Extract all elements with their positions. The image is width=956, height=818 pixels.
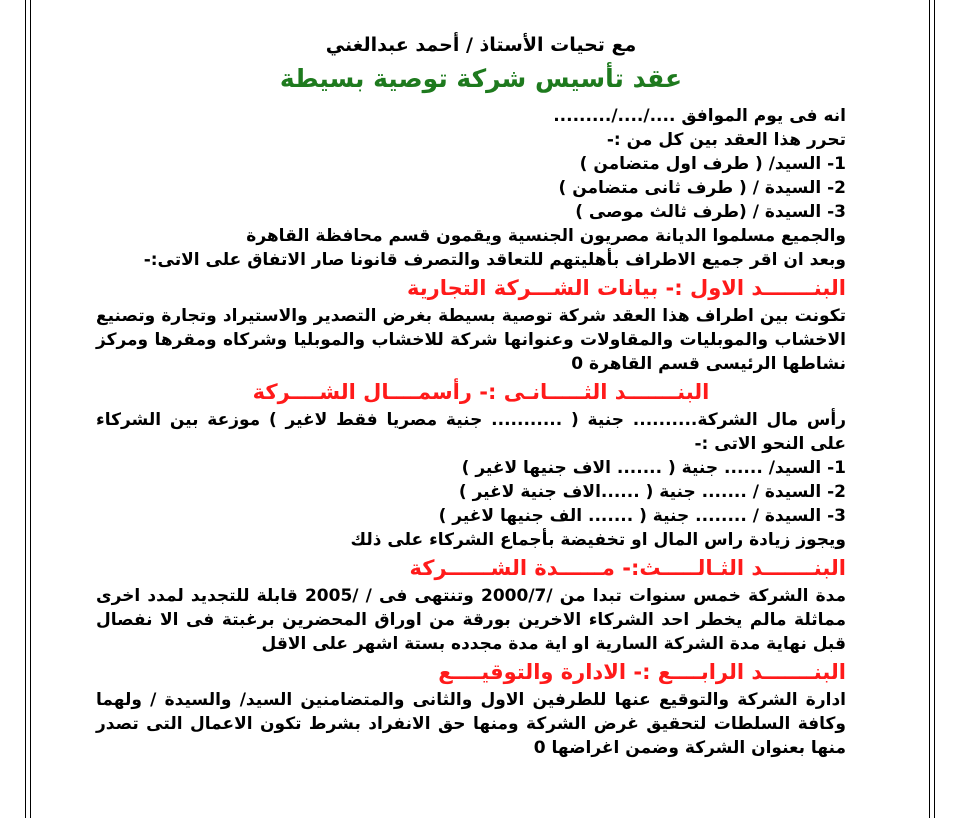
author-credit: مع تحيات الأستاذ / أحمد عبدالغني <box>325 34 637 56</box>
clause-2-increase: ويجوز زيادة راس المال او تخفيضة بأجماع الشركاء على ذلك <box>350 530 846 550</box>
page-border-right <box>929 0 935 818</box>
page-border-left <box>25 0 31 818</box>
clause-4-body: ادارة الشركة والتوقيع عنها للطرفين الاول والثانى والمتضامنين السيد/ والسيدة / ولهما وكافة السلطات لتحقيق غرض الشركة ومنها حق الانفراد بشرط تكون الاعمال التى تصدر منها بعنوان الشركة وضمن اغراضها 0 <box>96 690 846 758</box>
clause-4-heading: البنـــــــد الرابــــع :- الادارة والتوقيــــع <box>438 660 846 684</box>
clause-2-share-2: 2- السيدة / ....... جنية ( ......الاف جنية لاغير ) <box>458 482 846 502</box>
clause-2-capital: رأس مال الشركة.......... جنية ( ........... جنية مصريا فقط لاغير ) موزعة بين الشركاء على النحو الاتى :- <box>96 410 846 454</box>
agreement-paragraph: وبعد ان اقر جميع الاطراف بأهليتهم للتعاقد والتصرف قانونا صار الاتفاق على الاتى:- <box>143 250 846 270</box>
clause-3-body: مدة الشركة خمس سنوات تبدا من /2000/7 وتنتهى فى / /2005 قابلة للتجديد لمدد اخرى مماثلة مالم يخطر احد الشركاء الاخرين بورقة من اوراق المحضرين برغبتة فى الا نفصال قبل نهاية مدة الشركة السارية او اية مدة مجدده بستة اشهر على الاقل <box>96 586 846 654</box>
party-3: 3- السيدة / (طرف ثالث موصى ) <box>575 202 846 222</box>
clause-2-heading: البنـــــــد الثـــــانـى :- رأسمــــال الشــــركة <box>252 380 710 404</box>
clause-1-body: تكونت بين اطراف هذا العقد شركة توصية بسيطة بغرض التصدير والاستيراد وتجارة وتصنيع الاخشاب والموبليات والمقاولات وعنوانها شركة للاخشاب والموبليا وشركاه ومقرها ومركز نشاطها الرئيسى قسم القاهرة 0 <box>96 306 846 374</box>
clause-1-heading: البنـــــــد الاول :- بيانات الشـــركة التجارية <box>407 276 846 300</box>
party-2: 2- السيدة / ( طرف ثانى متضامن ) <box>558 178 846 198</box>
clause-2-share-1: 1- السيد/ ...... جنية ( ....... الاف جنيها لاغير ) <box>461 458 846 478</box>
clause-3-heading: البنـــــــد الثـالـــــث:- مــــــدة الشــــــركة <box>409 556 846 580</box>
contract-document <box>96 30 866 760</box>
date-line: انه فى يوم الموافق ..../..../......... <box>553 106 846 126</box>
contract-title: عقد تأسيس شركة توصية بسيطة <box>279 64 683 93</box>
parties-intro: تحرر هذا العقد بين كل من :- <box>606 130 846 150</box>
parties-nationality: والجميع مسلموا الديانة مصريون الجنسية ويقمون قسم محافظة القاهرة <box>246 226 846 246</box>
clause-2-share-3: 3- السيدة / ........ جنية ( ....... الف جنيها لاغير ) <box>438 506 846 526</box>
party-1: 1- السيد/ ( طرف اول متضامن ) <box>579 154 846 174</box>
